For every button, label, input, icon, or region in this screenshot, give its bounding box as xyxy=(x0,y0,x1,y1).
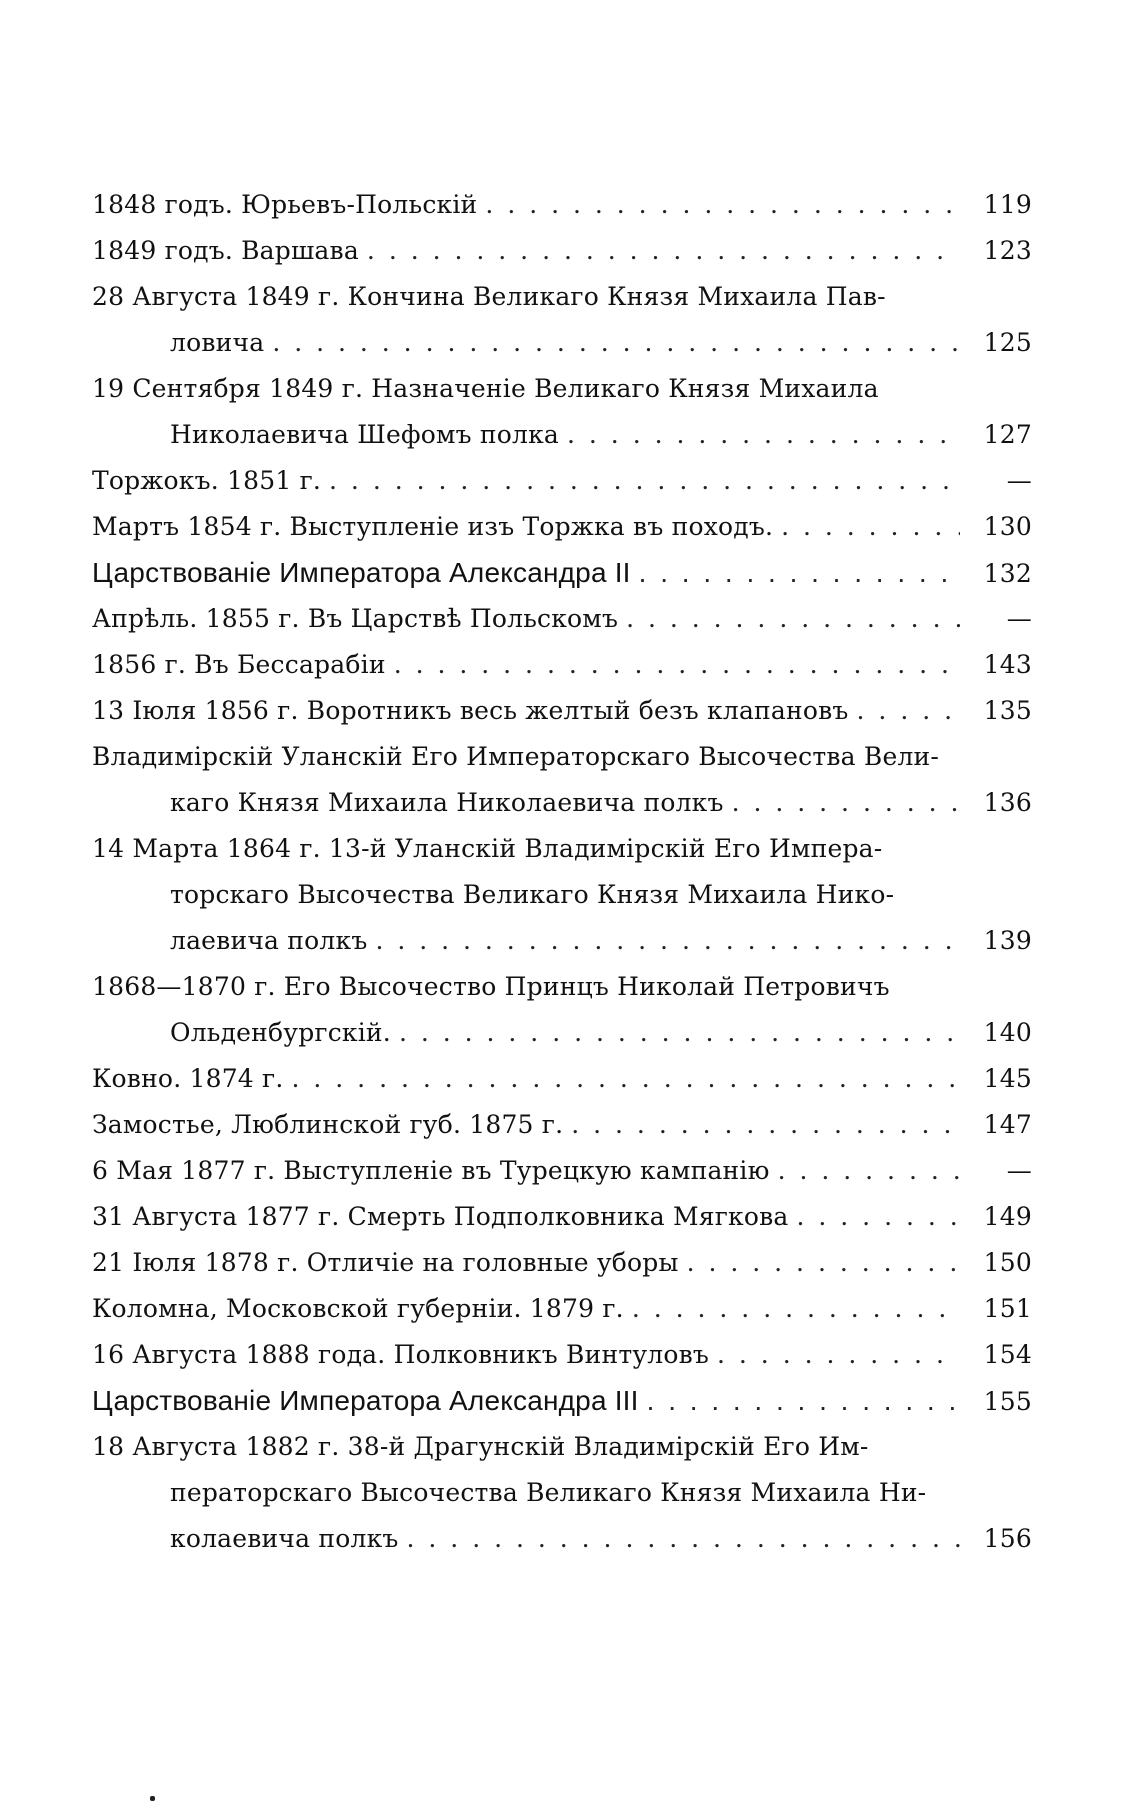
toc-entry xyxy=(92,1240,1032,1286)
toc-entry-title-line: 18 Августа 1882 г. 38-й Драгунскій Владимірскій Его Им- xyxy=(92,1432,869,1461)
toc-entry-title-line: колаевича полкъ xyxy=(170,1524,399,1553)
dot-leader xyxy=(797,1194,961,1240)
toc-page-number: 143 xyxy=(983,650,1032,679)
toc-entry-title-line: Ковно. 1874 г. xyxy=(92,1064,284,1093)
dot-leader xyxy=(329,458,960,504)
toc-page-number: 155 xyxy=(983,1387,1032,1416)
toc-entry xyxy=(92,1102,1032,1148)
toc-entry-row xyxy=(92,780,1032,826)
toc-entry-row xyxy=(92,642,1032,688)
toc-entry-title-line: Замостье, Люблинской губ. 1875 г. xyxy=(92,1110,564,1139)
dot-leader xyxy=(272,320,960,366)
dot-leader xyxy=(367,228,960,274)
toc-entry-row xyxy=(92,688,1032,734)
toc-entry-row xyxy=(92,1148,1032,1194)
dot-leader xyxy=(375,918,960,964)
toc-entry-title-line: 31 Августа 1877 г. Смерть Подполковника Мягкова xyxy=(92,1202,789,1231)
toc-entry-title-line: 1868—1870 г. Его Высочество Принцъ Николай Петровичъ xyxy=(92,972,890,1001)
toc-entry-row xyxy=(92,1194,1032,1240)
dot-leader xyxy=(781,504,960,550)
toc-entry-title-line: 21 Іюля 1878 г. Отличіе на головные уборы xyxy=(92,1248,679,1277)
toc-entry xyxy=(92,596,1032,642)
dot-leader xyxy=(407,1516,960,1562)
toc-entry-title-line: 1849 годъ. Варшава xyxy=(92,236,359,265)
toc-entry-row xyxy=(92,1102,1032,1148)
toc-section-heading xyxy=(92,1378,1032,1424)
toc-entry-row xyxy=(92,504,1032,550)
toc-entry-row xyxy=(92,412,1032,458)
toc-entry-title-line: 19 Сентября 1849 г. Назначеніе Великаго Князя Михаила xyxy=(92,374,879,403)
toc-entry xyxy=(92,274,1032,366)
toc-entry-title-line: лаевича полкъ xyxy=(170,926,368,955)
toc-page-number: — xyxy=(1006,604,1032,633)
toc-entry xyxy=(92,504,1032,550)
toc-entry xyxy=(92,826,1032,964)
toc-entry xyxy=(92,642,1032,688)
dot-leader xyxy=(485,182,960,228)
toc-entry-title-line: каго Князя Михаила Николаевича полкъ xyxy=(170,788,724,817)
toc-page-number: 140 xyxy=(983,1018,1032,1047)
dot-leader xyxy=(639,550,960,596)
toc-entry xyxy=(92,1194,1032,1240)
toc-page-number: 125 xyxy=(983,328,1032,357)
toc-entry-row xyxy=(92,182,1032,228)
toc-entry-title-line: Царствованіе Императора Александра II xyxy=(92,557,631,588)
toc-page-number: 151 xyxy=(983,1294,1032,1323)
toc-page-number: 156 xyxy=(983,1524,1032,1553)
toc-page-number: 139 xyxy=(983,926,1032,955)
toc-entry-title-line: 28 Августа 1849 г. Кончина Великаго Князя Михаила Пав- xyxy=(92,282,886,311)
dot-leader xyxy=(571,1102,960,1148)
toc-entry-title-line: Николаевича Шефомъ полка xyxy=(170,420,560,449)
toc-entry xyxy=(92,182,1032,228)
toc-entry xyxy=(92,1286,1032,1332)
toc-entry-title-line: торскаго Высочества Великаго Князя Михаила Нико- xyxy=(170,880,895,909)
dot-leader xyxy=(567,412,960,458)
toc-entry-title-line: Коломна, Московской губерніи. 1879 г. xyxy=(92,1294,624,1323)
toc-page-number: 123 xyxy=(983,236,1032,265)
toc-entry-title-line: ловича xyxy=(170,328,265,357)
dot-leader xyxy=(687,1240,960,1286)
toc-entry-row xyxy=(92,228,1032,274)
toc-entry-title-line: ператорскаго Высочества Великаго Князя Михаила Ни- xyxy=(170,1478,927,1507)
dot-leader xyxy=(857,688,960,734)
dot-leader xyxy=(394,642,960,688)
toc-entry xyxy=(92,1332,1032,1378)
toc-entry-title-line: 16 Августа 1888 года. Полковникъ Винтуловъ xyxy=(92,1340,710,1369)
toc-entry-row xyxy=(92,918,1032,964)
dot-leader xyxy=(292,1056,961,1102)
toc-entry-row xyxy=(92,596,1032,642)
toc-page-number: 147 xyxy=(983,1110,1032,1139)
toc-entry xyxy=(92,734,1032,826)
toc-entry-row xyxy=(92,1010,1032,1056)
toc-page-number: 154 xyxy=(983,1340,1032,1369)
toc-entry-title-line: 1848 годъ. Юрьевъ-Польскій xyxy=(92,190,478,219)
toc-entry-title-line: Царствованіе Императора Александра III xyxy=(92,1385,639,1416)
toc-entry xyxy=(92,458,1032,504)
toc-entry-title-line: 6 Мая 1877 г. Выступленіе въ Турецкую кампанію xyxy=(92,1156,770,1185)
toc-entry-row xyxy=(92,1516,1032,1562)
toc-entry xyxy=(92,1056,1032,1102)
toc-entry-row xyxy=(92,1240,1032,1286)
toc-entry-title-line: 1856 г. Въ Бессарабіи xyxy=(92,650,386,679)
toc-entry-title-line: 13 Іюля 1856 г. Воротникъ весь желтый безъ клапановъ xyxy=(92,696,849,725)
toc-entry-title-line: 14 Марта 1864 г. 13-й Уланскій Владимірскій Его Импера- xyxy=(92,834,883,863)
toc-page-number: — xyxy=(1006,466,1032,495)
dot-leader xyxy=(626,596,960,642)
toc-page-number: 132 xyxy=(983,559,1032,588)
toc-entry-row xyxy=(92,320,1032,366)
toc-page-number: 136 xyxy=(983,788,1032,817)
dot-leader xyxy=(732,780,960,826)
toc-entry xyxy=(92,228,1032,274)
toc-entry xyxy=(92,1148,1032,1194)
table-of-contents xyxy=(92,182,1032,1562)
toc-entry-title-line: Владимірскій Уланскій Его Императорскаго Высочества Вели- xyxy=(92,742,940,771)
toc-entry-row xyxy=(92,1378,1032,1424)
toc-entry-title-line: Ольденбургскій. xyxy=(170,1018,391,1047)
toc-entry-title-line: Торжокъ. 1851 г. xyxy=(92,466,322,495)
toc-entry xyxy=(92,964,1032,1056)
dot-leader xyxy=(647,1378,960,1424)
toc-entry xyxy=(92,366,1032,458)
toc-page-number: 127 xyxy=(983,420,1032,449)
toc-entry-row xyxy=(92,458,1032,504)
toc-page-number: 145 xyxy=(983,1064,1032,1093)
toc-page-number: 149 xyxy=(983,1202,1032,1231)
toc-entry-title-line: Мартъ 1854 г. Выступленіе изъ Торжка въ походъ. xyxy=(92,512,774,541)
toc-page-number: — xyxy=(1006,1156,1032,1185)
toc-page-number: 130 xyxy=(983,512,1032,541)
dot-leader xyxy=(778,1148,960,1194)
toc-entry-row xyxy=(92,1332,1032,1378)
toc-entry xyxy=(92,688,1032,734)
toc-entry xyxy=(92,1424,1032,1562)
dot-leader xyxy=(632,1286,960,1332)
ink-speck xyxy=(150,1796,155,1801)
toc-entry-row xyxy=(92,550,1032,596)
dot-leader xyxy=(717,1332,960,1378)
toc-entry-title-line: Апрѣль. 1855 г. Въ Царствѣ Польскомъ xyxy=(92,604,619,633)
toc-page-number: 135 xyxy=(983,696,1032,725)
toc-page-number: 150 xyxy=(983,1248,1032,1277)
toc-entry-row xyxy=(92,1286,1032,1332)
toc-page-number: 119 xyxy=(983,190,1032,219)
toc-entry-row xyxy=(92,1056,1032,1102)
dot-leader xyxy=(399,1010,960,1056)
toc-section-heading xyxy=(92,550,1032,596)
